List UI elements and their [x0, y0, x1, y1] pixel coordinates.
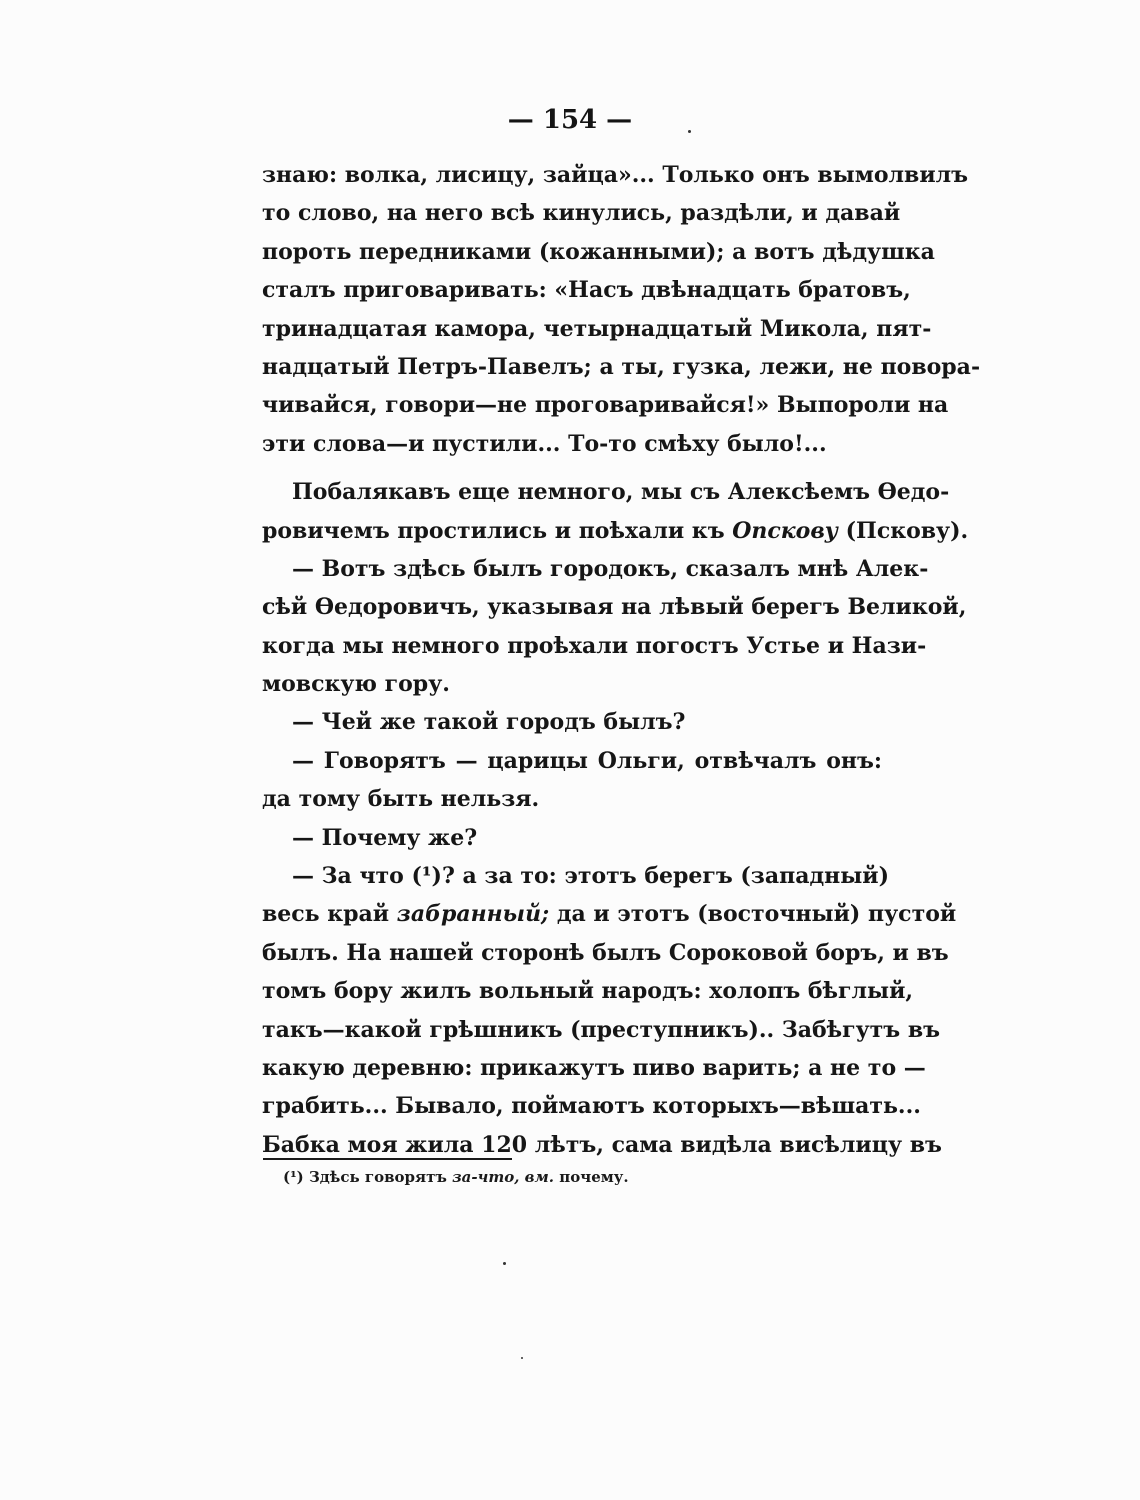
text-line: какую деревню: прикажутъ пиво варить; а не то —: [262, 1054, 926, 1081]
footnote-text: почему.: [554, 1168, 629, 1186]
scan-speck: [503, 1262, 506, 1265]
text-run: ровичемъ простились и поѣхали къ: [262, 517, 733, 544]
text-line: — Чей же такой городъ былъ?: [292, 709, 686, 736]
text-line: то слово, на него всѣ кинулись, раздѣли, и давай: [262, 200, 901, 227]
text-run: да и этотъ (восточный) пустой: [549, 901, 957, 928]
text-run: (Пскову).: [837, 517, 969, 544]
text-line: пороть передниками (кожанными); а вотъ дѣдушка: [262, 238, 935, 265]
text-line: Бабка моя жила 120 лѣтъ, сама видѣла висѣлицу въ: [262, 1131, 942, 1158]
text-line: знаю: волка, лисицу, зайца»... Только онъ вымолвилъ: [262, 162, 969, 188]
text-line: такъ—какой грѣшникъ (преступникъ).. Забѣгутъ въ: [262, 1016, 940, 1043]
text-line: — Говорятъ — царицы Ольги, отвѣчалъ онъ:: [292, 747, 882, 774]
text-line: [262, 512, 969, 550]
page-number: — 154 —: [507, 105, 633, 135]
italic-word: Опскову: [732, 517, 838, 544]
text-line: надцатый Петръ-Павелъ; а ты, гузка, лежи, не повора-: [262, 353, 981, 380]
text-line: томъ бору жилъ вольный народъ: холопъ бѣглый,: [262, 978, 914, 1005]
text-line: мовскую гору.: [262, 671, 450, 698]
text-line: сѣй Ѳедоровичъ, указывая на лѣвый берегъ Великой,: [262, 594, 967, 621]
text-line: эти слова—и пустили... То-то смѣху было!...: [262, 430, 827, 457]
footnote-text: (¹) Здѣсь говорятъ: [283, 1168, 453, 1186]
body-text: [262, 156, 981, 1164]
text-line: чивайся, говори—не проговаривайся!» Выпороли на: [262, 392, 949, 419]
footnote: [283, 1168, 629, 1186]
italic-word: забранный;: [396, 901, 550, 928]
text-line: — За что (¹)? а за то: этотъ берегъ (западный): [292, 863, 890, 890]
footnote-italic: за-что, вм.: [452, 1168, 555, 1186]
scan-speck: [521, 1357, 523, 1359]
text-line: [262, 895, 957, 933]
text-line: Побалякавъ еще немного, мы съ Алексѣемъ Ѳедо-: [292, 479, 950, 506]
text-line: былъ. На нашей сторонѣ былъ Сороковой боръ, и въ: [262, 939, 949, 966]
text-line: — Вотъ здѣсь былъ городокъ, сказалъ мнѣ Алек-: [292, 555, 929, 582]
text-line: когда мы немного проѣхали погостъ Устье и Нази-: [262, 632, 927, 659]
scan-speck: [688, 130, 691, 133]
text-run: весь край: [262, 901, 397, 928]
text-line: да тому быть нельзя.: [262, 786, 540, 813]
footnote-rule: [263, 1158, 512, 1160]
text-line: — Почему же?: [292, 824, 478, 851]
text-line: тринадцатая камора, четырнадцатый Микола, пят-: [262, 315, 932, 342]
paragraph-gap: [262, 463, 882, 473]
text-line: сталъ приговаривать: «Насъ двѣнадцать братовъ,: [262, 277, 911, 304]
text-line: грабить... Бывало, поймаютъ которыхъ—вѣшать...: [262, 1093, 921, 1120]
